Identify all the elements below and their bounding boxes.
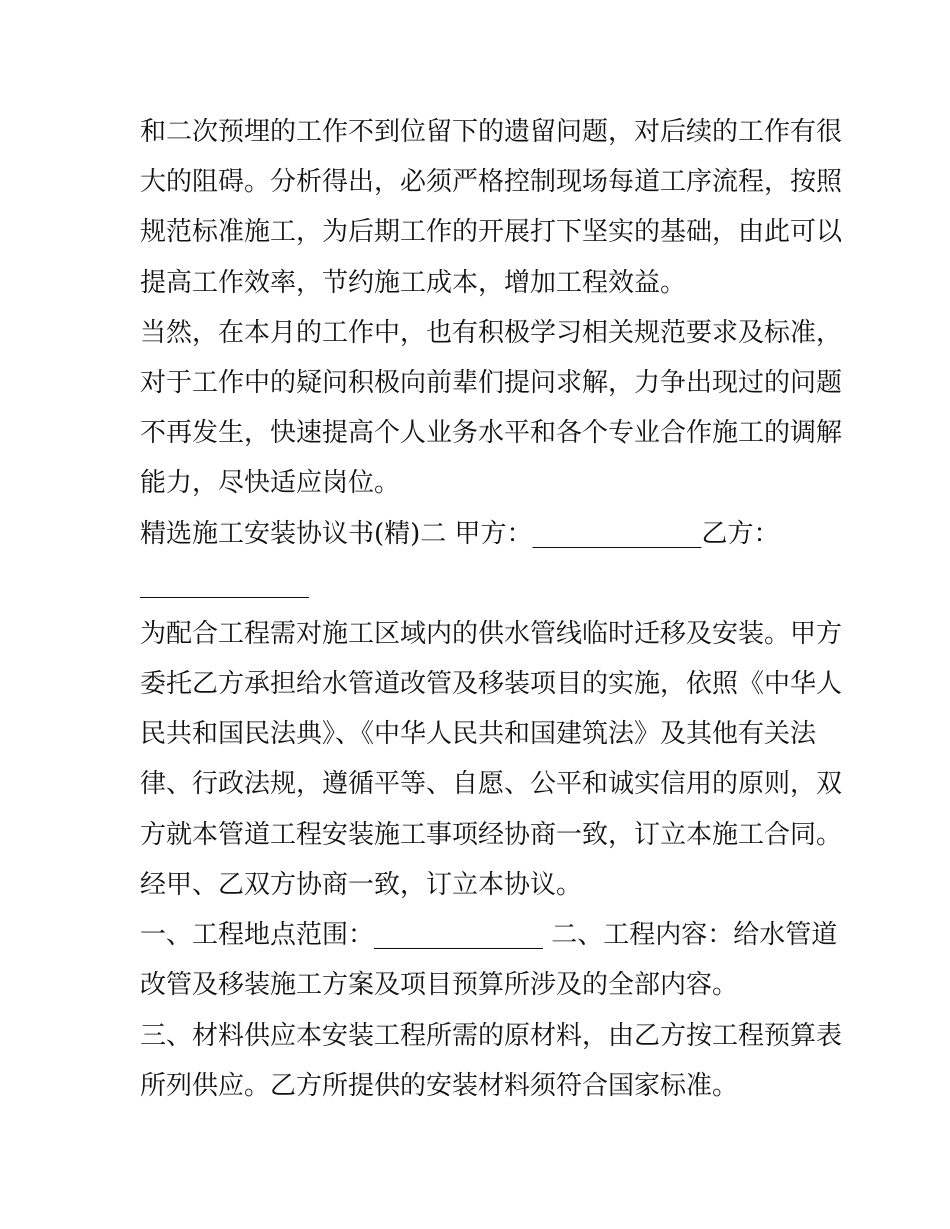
text-line: 规范标准施工，为后期工作的开展打下坚实的基础，由此可以	[140, 217, 843, 247]
text-line: 提高工作效率，节约施工成本，增加工程效益。	[140, 268, 687, 298]
text-line: 委托乙方承担给水管道改管及移装项目的实施，依照《中华人	[140, 669, 843, 699]
text-line: 经甲、乙双方协商一致，订立本协议。	[140, 870, 583, 900]
text-line: 不再发生，快速提高个人业务水平和各个专业合作施工的调解	[140, 418, 843, 448]
clause-line: 三、材料供应本安装工程所需的原材料，由乙方按工程预算表	[140, 1021, 843, 1051]
text-line: 方就本管道工程安装施工事项经协商一致，订立本施工合同。	[140, 820, 843, 850]
clause-line: 所列供应。乙方所提供的安装材料须符合国家标准。	[140, 1071, 739, 1101]
text-line: 律、行政法规，遵循平等、自愿、公平和诚实信用的原则，双	[140, 769, 843, 799]
text-line: 大的阻碍。分析得出，必须严格控制现场每道工序流程，按照	[140, 167, 843, 197]
text-line: 能力，尽快适应岗位。	[140, 468, 401, 498]
text-line: 当然，在本月的工作中，也有积极学习相关规范要求及标准，	[140, 318, 843, 348]
party-b-blank-line: _____________	[140, 569, 309, 599]
text-line: 为配合工程需对施工区域内的供水管线临时迁移及安装。甲方	[140, 619, 843, 649]
clause-line: 一、工程地点范围：_____________ 二、工程内容：给水管道	[140, 920, 838, 950]
text-line: 民共和国民法典》、《中华人民共和国建筑法》及其他有关法	[140, 719, 817, 749]
text-line: 对于工作中的疑问积极向前辈们提问求解，力争出现过的问题	[140, 368, 843, 398]
text-line: 和二次预埋的工作不到位留下的遗留问题，对后续的工作有很	[140, 117, 843, 147]
clause-line: 改管及移装施工方案及项目预算所涉及的全部内容。	[140, 970, 739, 1000]
agreement-heading-line: 精选施工安装协议书(精)二 甲方：_____________乙方：	[140, 519, 780, 549]
